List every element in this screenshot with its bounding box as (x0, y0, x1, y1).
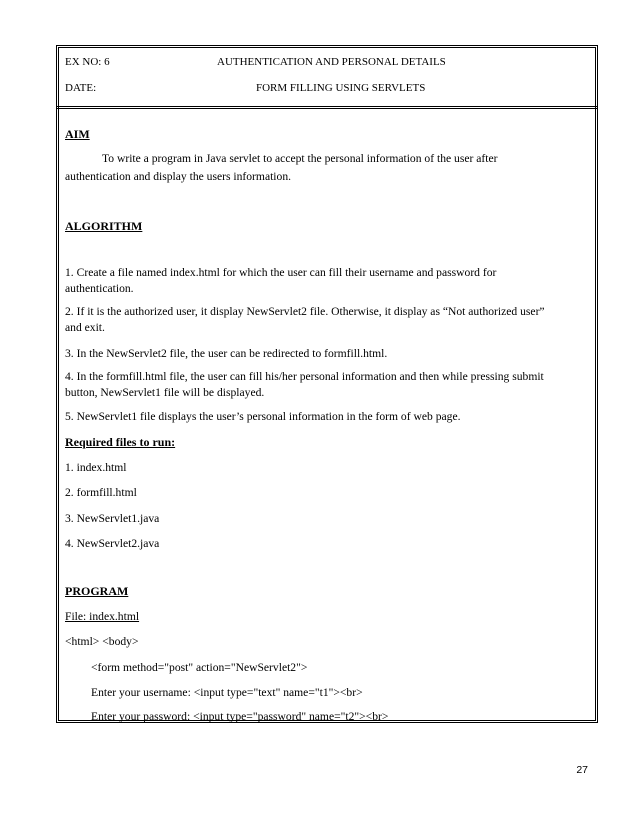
step-2-line2: and exit. (65, 321, 105, 334)
aim-heading: AIM (65, 127, 90, 141)
file-item-2: 2. formfill.html (65, 486, 137, 499)
code-line-3: Enter your username: <input type="text" name="t1"><br> (91, 686, 363, 699)
aim-text-line2: authentication and display the users information. (65, 170, 292, 183)
step-3: 3. In the NewServlet2 file, the user can be redirected to formfill.html. (65, 347, 388, 360)
step-4-line1: 4. In the formfill.html file, the user can fill his/her personal information and then while pressing submit (65, 370, 544, 383)
file-item-1: 1. index.html (65, 461, 127, 474)
header-divider (56, 106, 598, 109)
code-line-2: <form method="post" action="NewServlet2"> (91, 661, 308, 674)
file-label: File: index.html (65, 610, 140, 623)
date-label: DATE: (65, 82, 97, 94)
ex-no: EX NO: 6 (65, 56, 110, 68)
step-2-line1: 2. If it is the authorized user, it display NewServlet2 file. Otherwise, it display as “Not authorized user” (65, 305, 545, 318)
aim-text-line1: To write a program in Java servlet to accept the personal information of the user after (102, 152, 498, 165)
step-1-line2: authentication. (65, 282, 134, 295)
required-files-heading: Required files to run: (65, 435, 176, 449)
step-1-line1: 1. Create a file named index.html for which the user can fill their username and password for (65, 266, 497, 279)
exercise-title: AUTHENTICATION AND PERSONAL DETAILS (217, 56, 446, 68)
code-line-4: Enter your password: <input type="password" name="t2"><br> (91, 710, 389, 723)
algorithm-heading: ALGORITHM (65, 219, 143, 233)
page-number: 27 (576, 764, 588, 776)
code-line-1: <html> <body> (65, 635, 139, 648)
file-item-4: 4. NewServlet2.java (65, 537, 160, 550)
file-item-3: 3. NewServlet1.java (65, 512, 160, 525)
step-5: 5. NewServlet1 file displays the user’s personal information in the form of web page. (65, 410, 461, 423)
program-heading: PROGRAM (65, 584, 129, 598)
step-4-line2: button, NewServlet1 file will be displayed. (65, 386, 265, 399)
exercise-subtitle: FORM FILLING USING SERVLETS (256, 82, 426, 94)
